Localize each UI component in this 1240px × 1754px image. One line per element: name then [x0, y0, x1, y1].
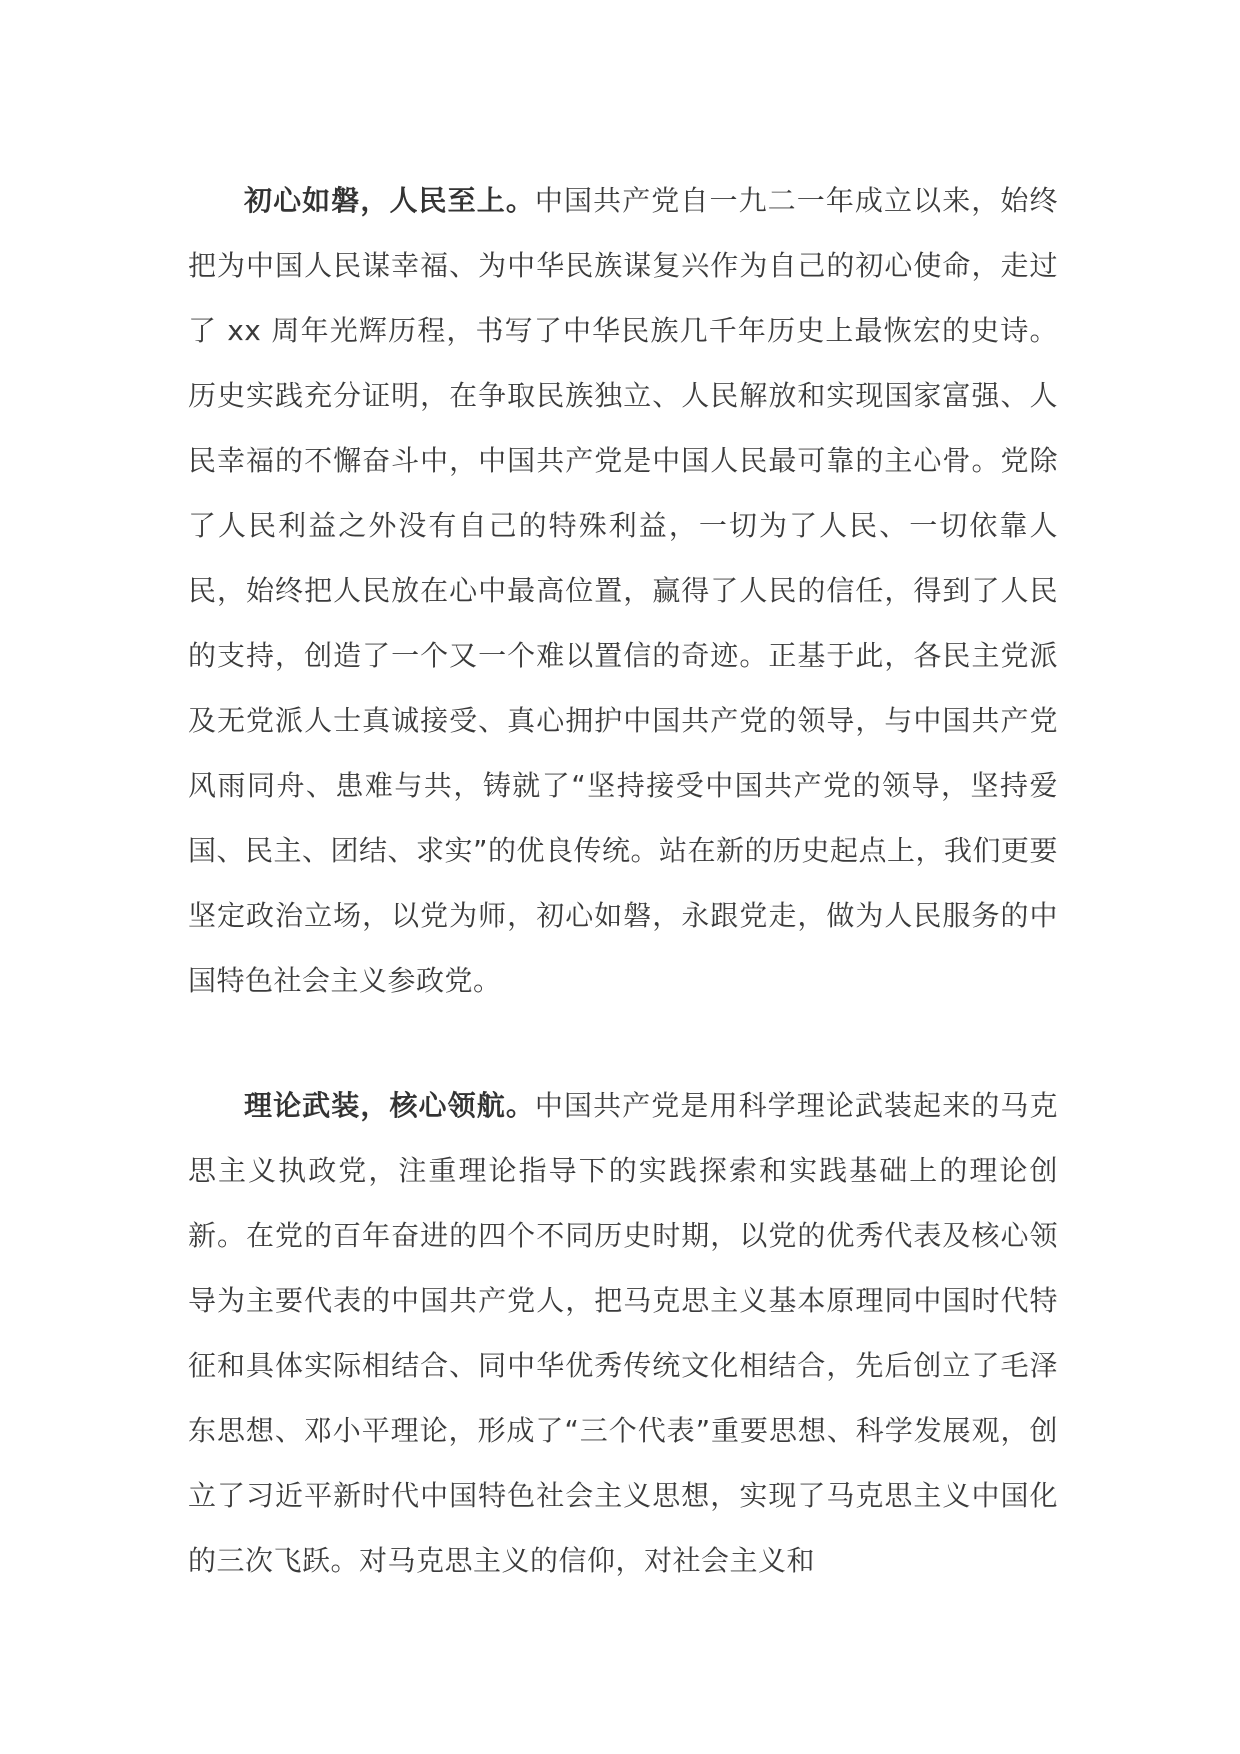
paragraph-lead-heading: 理论武装，核心领航。 [244, 1089, 535, 1122]
paragraph-lead-heading: 初心如磐，人民至上。 [244, 184, 535, 217]
document-body [188, 168, 1058, 1593]
paragraph-text: 中国共产党是用科学理论武装起来的马克思主义执政党，注重理论指导下的实践探索和实践基础上的理论创新。在党的百年奋进的四个不同历史时期，以党的优秀代表及核心领导为主要代表的中国共产党人，把马克思主义基本原理同中国时代特征和具体实际相结合、同中华优秀传统文化相结合，先后创立了毛泽东思想、邓小平理论，形成了“三个代表”重要思想、科学发展观，创立了习近平新时代中国特色社会主义思想，实现了马克思主义中国化的三次飞跃。对马克思主义的信仰，对社会主义和 [188, 1089, 1058, 1577]
paragraph-text: 中国共产党自一九二一年成立以来，始终把为中国人民谋幸福、为中华民族谋复兴作为自己的初心使命，走过了 xx 周年光辉历程，书写了中华民族几千年历史上最恢宏的史诗。历史实践充分证明，在争取民族独立、人民解放和实现国家富强、人民幸福的不懈奋斗中，中国共产党是中国人民最可靠的主心骨。党除了人民利益之外没有自己的特殊利益，一切为了人民、一切依靠人民，始终把人民放在心中最高位置，赢得了人民的信任，得到了人民的支持，创造了一个又一个难以置信的奇迹。正基于此，各民主党派及无党派人士真诚接受、真心拥护中国共产党的领导，与中国共产党风雨同舟、患难与共，铸就了“坚持接受中国共产党的领导，坚持爱国、民主、团结、求实”的优良传统。站在新的历史起点上，我们更要坚定政治立场，以党为师，初心如磐，永跟党走，做为人民服务的中国特色社会主义参政党。 [188, 184, 1059, 997]
paragraph-first [188, 168, 1058, 1013]
paragraph-second [188, 1073, 1058, 1593]
